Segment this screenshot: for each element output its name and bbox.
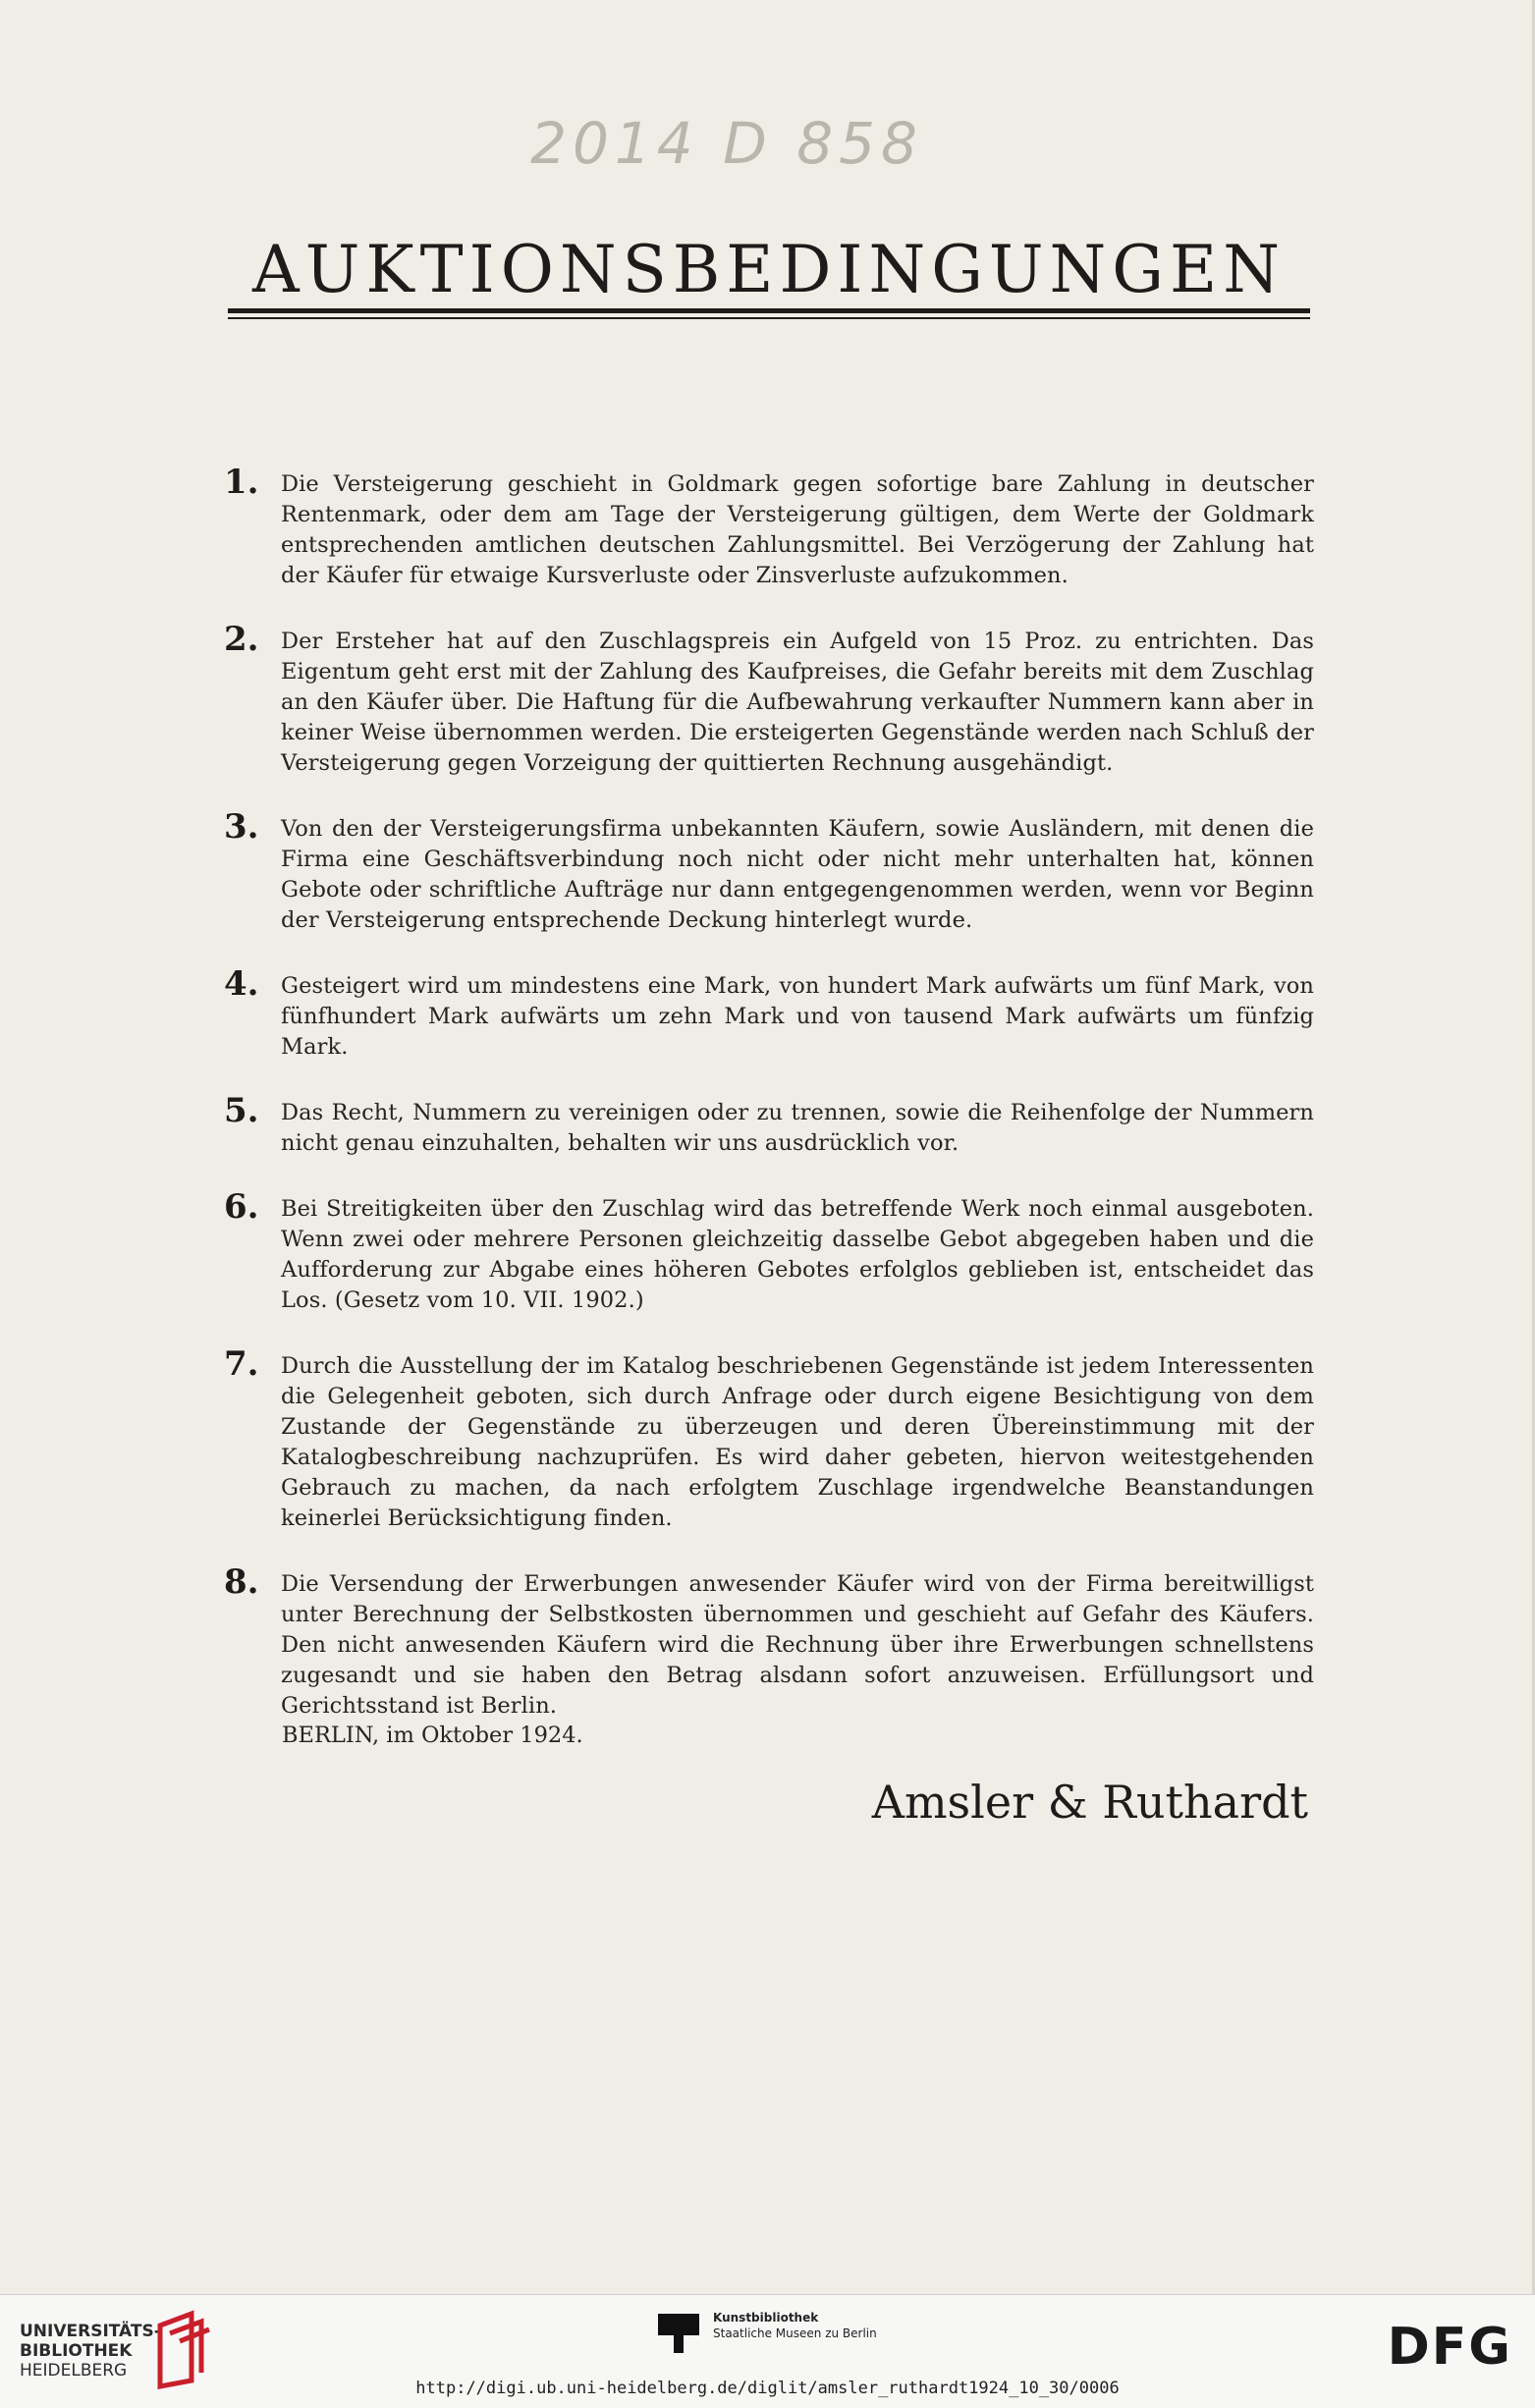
ub-logo-line2: BIBLIOTHEK (20, 2341, 133, 2361)
permalink-url[interactable]: http://digi.ub.uni-heidelberg.de/diglit/amsler_ruthardt1924_10_30/0006 (415, 2379, 1120, 2398)
clause-list (224, 463, 1314, 1757)
clause-3 (224, 807, 1314, 936)
clause-text: Die Versteigerung geschieht in Goldmark gegen sofortige bare Zahlung in deutscher Rentenmark, oder dem am Tage der Versteigerung gültigen, dem Werte der Goldmark entsprechenden amtlichen deutschen Zahlungsmittel. Bei Verzögerung der Zahlung hat der Käufer für etwaige Kursverluste oder Zinsverluste aufzukommen. (281, 471, 1314, 588)
kunstbibliothek-icon (656, 2310, 701, 2355)
kb-logo-line1: Kunstbibliothek (713, 2311, 819, 2325)
ub-heidelberg-logo[interactable] (20, 2322, 161, 2381)
clause-number: 4. (224, 964, 259, 1004)
clause-text: Das Recht, Nummern zu vereinigen oder zu trennen, sowie die Reihenfolge der Nummern nicht genau einzuhalten, behalten wir uns ausdrücklich vor. (281, 1100, 1314, 1156)
dateline: BERLIN, im Oktober 1924. (282, 1723, 583, 1748)
clause-8 (224, 1562, 1314, 1722)
dfg-logo[interactable]: DFG (1387, 2318, 1512, 2377)
clause-number: 6. (224, 1187, 259, 1227)
page-title: AUKTIONSBEDINGUNGEN (252, 232, 1286, 307)
kunstbibliothek-logo[interactable] (713, 2310, 877, 2341)
clause-7 (224, 1344, 1314, 1534)
clause-4 (224, 964, 1314, 1063)
clause-2 (224, 620, 1314, 779)
clause-text: Gesteigert wird um mindestens eine Mark, von hundert Mark aufwärts um fünf Mark, von fünfhundert Mark aufwärts um zehn Mark und von tausend Mark aufwärts um fünfzig Mark. (281, 973, 1314, 1060)
clause-text: Die Versendung der Erwerbungen anwesender Käufer wird von der Firma bereitwilligst unter Berechnung der Selbstkosten übernommen und geschieht auf Gefahr des Käufers. Den nicht anwesenden Käufern wird die Rechnung über ihre Erwerbungen schnellstens zugesandt und sie haben den Betrag alsdann sofort anzuweisen. Erfüllungsort und Gerichtsstand ist Berlin. (281, 1571, 1314, 1719)
company-signature: Amsler & Ruthardt (871, 1776, 1308, 1829)
clause-text: Von den der Versteigerungsfirma unbekannten Käufern, sowie Ausländern, mit denen die Firma eine Geschäftsverbindung noch nicht oder nicht mehr unterhalten hat, können Gebote oder schriftliche Aufträge nur dann entgegengenommen werden, wenn vor Beginn der Versteigerung entsprechende Deckung hinterlegt wurde. (281, 816, 1314, 933)
handwritten-shelfmark: 2014 D 858 (530, 110, 923, 177)
clause-number: 2. (224, 620, 259, 659)
ub-logo-line1: UNIVERSITÄTS- (20, 2322, 161, 2341)
clause-6 (224, 1187, 1314, 1316)
title-rule-thick (228, 308, 1310, 313)
clause-number: 1. (224, 463, 259, 502)
clause-number: 5. (224, 1091, 259, 1130)
clause-text: Bei Streitigkeiten über den Zuschlag wird das betreffende Werk noch einmal ausgeboten. Wenn zwei oder mehrere Personen gleichzeitig dasselbe Gebot abgegeben haben und die Aufforderung zur Abgabe eines höheren Gebotes erfolglos geblieben ist, entscheidet das Los. (Gesetz vom 10. VII. 1902.) (281, 1196, 1314, 1313)
clause-1 (224, 463, 1314, 591)
ub-logo-line3: HEIDELBERG (20, 2361, 128, 2381)
clause-5 (224, 1091, 1314, 1159)
clause-number: 8. (224, 1562, 259, 1602)
clause-text: Durch die Ausstellung der im Katalog beschriebenen Gegenstände ist jedem Interessenten die Gelegenheit geboten, sich durch Anfrage oder durch eigene Besichtigung von dem Zustande der Gegenstände zu überzeugen und deren Übereinstimmung mit der Katalogbeschreibung nachzuprüfen. Es wird daher gebeten, hiervon weitestgehenden Gebrauch zu machen, da nach erfolgtem Zuschlage irgendwelche Beanstandungen keinerlei Berücksichtigung finden. (281, 1353, 1314, 1531)
clause-number: 3. (224, 807, 259, 847)
clause-number: 7. (224, 1344, 259, 1384)
title-rule-thin (228, 317, 1310, 319)
kb-logo-line2: Staatliche Museen zu Berlin (713, 2326, 877, 2340)
clause-text: Der Ersteher hat auf den Zuschlagspreis ein Aufgeld von 15 Proz. zu entrichten. Das Eigentum geht erst mit der Zahlung des Kaufpreises, die Gefahr bereits mit dem Zuschlag an den Käufer über. Die Haftung für die Aufbewahrung verkaufter Nummern kann aber in keiner Weise übernommen werden. Die ersteigerten Gegenstände werden nach Schluß der Versteigerung gegen Vorzeigung der quittierten Rechnung ausgehändigt. (281, 629, 1314, 776)
